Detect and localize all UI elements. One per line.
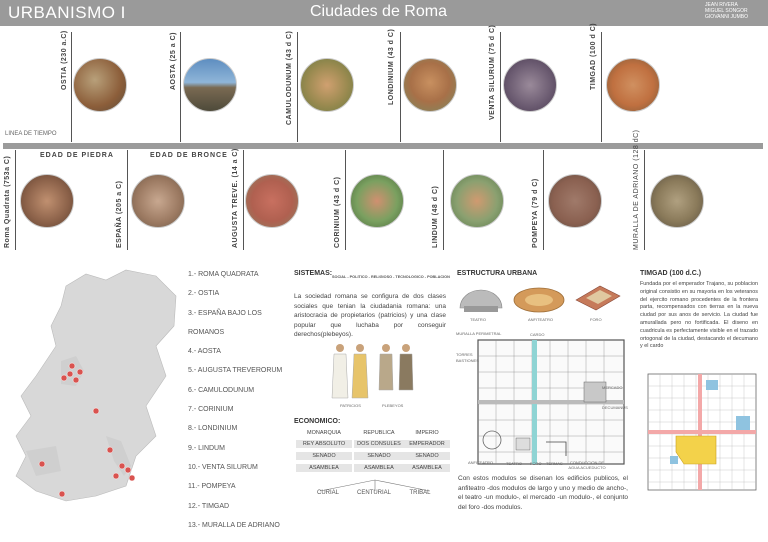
timeline-label-camulodunum: CAMULODUNUM (43 d C): [286, 30, 293, 125]
timgad-text: Fundada por el emperador Trajano, su poblacion original consistio en su mayoria en los veteranos del ejercito romano procedentes de la frontera parta, recompensados con tierras en la nueva ciudad por sus anos de servicio. La ciudad fue amurallada pero no fortificada. El diseno en cuadricula es perfectamente visible en el trazado ortogonal de la ciudad, destacando el decumano y el cardo: [640, 281, 758, 350]
map-marker: [69, 363, 75, 369]
timeline-label-ostia: OSTIA (230 a.C): [61, 30, 68, 90]
authors: [705, 2, 748, 20]
patricios-plebeyos-illustration: [328, 342, 420, 402]
header-bar: [0, 0, 768, 26]
city-list: [188, 270, 290, 540]
imperio-column: [404, 430, 450, 476]
map-marker: [119, 463, 125, 469]
column-item: SENADO: [354, 452, 404, 460]
republica-column: [354, 430, 404, 476]
tribu-curial: CURIAL: [316, 490, 339, 496]
map-marker: [107, 447, 113, 453]
list-item: 5.- AUGUSTA TREVERORUM: [188, 367, 283, 375]
timeline-label-pompeya: POMPEYA (79 d C): [532, 178, 539, 248]
city-photo-lindum: [450, 174, 504, 228]
plan-label-bastiones: BASTIONES: [456, 358, 479, 363]
plan-label-teatro: TEATRO: [506, 461, 522, 466]
plan-label-cardo: CARDO: [530, 332, 545, 337]
author-name: JEAN RIVERA: [705, 2, 738, 8]
map-marker: [39, 461, 45, 467]
city-photo-aosta: [183, 58, 237, 112]
map-marker: [125, 467, 131, 473]
city-photo-timgad: [606, 58, 660, 112]
map-marker: [129, 475, 135, 481]
list-item: 13.- MURALLA DE ADRIANO: [188, 521, 280, 529]
timeline-label-corinium: CORINIUM (43 d C): [334, 176, 341, 248]
list-item: ROMANOS: [188, 328, 225, 336]
plan-label-decumanus: DECUMANUS: [602, 405, 628, 410]
list-item: 8.- LONDINIUM: [188, 425, 238, 433]
map-marker: [93, 408, 99, 414]
timeline-label-roma-quadrata: Roma Quadrata (753a C): [4, 155, 11, 248]
roman-city-plan: [476, 338, 626, 466]
era-stone-age: EDAD DE PIEDRA: [40, 152, 114, 159]
author-name: GIOVANNI JUMBO: [705, 14, 748, 20]
sistemas-text: La sociedad romana se configura de dos clases sociales que tenian la ciudadania romana: una aristocracia de propietarios (patricios) y una clase popular que luchaba por conseguir derechos(plebeyos).: [294, 293, 446, 338]
timeline-divider: [297, 32, 298, 142]
column-item: DOS CONSULES: [354, 440, 404, 448]
timeline-label-aosta: AOSTA (25 a C): [170, 32, 177, 90]
patricios-label: PATRICIOS: [340, 403, 361, 408]
column-item: EMPERADOR: [404, 440, 450, 448]
timeline-label-venta-silurum: VENTA SILURUM (75 d C): [489, 24, 496, 120]
list-item: 4.- AOSTA: [188, 348, 221, 356]
anfiteatro-label: ANFITEATRO: [528, 317, 554, 322]
city-photo-ostia: [73, 58, 127, 112]
economico-title: ECONOMICO:: [294, 418, 341, 425]
timeline-divider: [71, 32, 72, 142]
column-item: ASAMBLEA: [404, 464, 450, 472]
timeline-divider: [243, 150, 244, 250]
column-header: IMPERIO: [415, 430, 439, 436]
map-marker: [73, 377, 79, 383]
list-item: 10.- VENTA SILURUM: [188, 463, 258, 471]
page-title: Ciudades de Roma: [310, 3, 447, 20]
tribu-tribal: TRIBAL: [409, 490, 431, 496]
column-header: REPUBLICA: [363, 430, 395, 436]
city-photo-muralla-adriano: [650, 174, 704, 228]
column-item: SENADO: [296, 452, 352, 460]
timeline-divider: [500, 32, 501, 142]
city-photo-augusta-treve: [245, 174, 299, 228]
list-item: 1.- ROMA QUADRATA: [188, 271, 259, 278]
timeline-divider: [127, 150, 128, 250]
sistemas-title: [294, 270, 332, 277]
city-photo-londinium: [403, 58, 457, 112]
timeline-divider: [15, 150, 16, 250]
era-bronze-age: EDAD DE BRONCE: [150, 152, 228, 159]
teatro-icon: [456, 282, 506, 316]
timeline-label-muralla-adriano: MURALLA DE ADRIANO (128 dC): [633, 129, 640, 250]
list-item: 9.- LINDUM: [188, 444, 225, 452]
timeline-label: LINEA DE TIEMPO: [5, 131, 57, 137]
map-marker: [61, 375, 67, 381]
timeline-label-espana: ESPAÑA (205 a C): [116, 180, 123, 248]
city-photo-venta-silurum: [503, 58, 557, 112]
timeline-divider: [443, 150, 444, 250]
list-item: 6.- CAMULODUNUM: [188, 386, 255, 394]
list-item: 3.- ESPAÑA BAJO LOS: [188, 309, 262, 317]
timeline-divider: [543, 150, 544, 250]
city-photo-camulodunum: [300, 58, 354, 112]
foro-label: FORO: [590, 317, 602, 322]
timeline-label-timgad: TIMGAD (100 d C): [590, 22, 597, 90]
timeline-divider: [644, 150, 645, 250]
timeline-divider: [345, 150, 346, 250]
column-item: REY ABSOLUTO: [296, 440, 352, 448]
author-name: MIGUEL SONGOR: [705, 8, 748, 14]
column-header: MONARQUIA: [307, 430, 341, 436]
timeline-label-londinium: LONDINIUM (43 d C): [388, 28, 395, 105]
plan-label-termas: TERMAS: [546, 461, 563, 466]
timeline-bar: [3, 143, 763, 149]
course-title: URBANISMO I: [8, 3, 126, 22]
map-marker: [77, 369, 83, 375]
plan-label-foro: FORO: [530, 461, 542, 466]
plan-label-torres: TORRES: [456, 352, 473, 357]
timgad-plan: [646, 372, 758, 492]
tribu-centurial: CENTURIAL: [356, 490, 391, 496]
plan-label-mercado: MERCADO: [602, 385, 623, 390]
city-photo-espana: [131, 174, 185, 228]
estructura-text: Con estos modulos se disenan los edificios publicos, el anfiteatro -dos modulos de largo y uno y medio de ancho-, el teatro -un modulo-, el mercado -un modulo-, el conjunto del foro -dos modulos.: [458, 475, 628, 511]
teatro-label: TEATRO: [470, 317, 486, 322]
column-item: SENADO: [404, 452, 450, 460]
map-marker: [113, 473, 119, 479]
column-item: ASAMBLEA: [354, 464, 404, 472]
list-item: 7.- CORINIUM: [188, 406, 234, 414]
list-item: 12.- TIMGAD: [188, 502, 230, 510]
plebeyos-label: PLEBEYOS: [382, 403, 404, 408]
sistemas-subtitle: SOCIAL - POLITICO - RELIGIOSO - TECNOLOGICO - POBLACION: [332, 275, 450, 279]
timgad-title: TIMGAD (100 d.C.): [640, 270, 702, 277]
city-photo-roma-quadrata: [20, 174, 74, 228]
timeline-divider: [601, 32, 602, 142]
column-item: ASAMBLEA: [296, 464, 352, 472]
timeline-label-lindum: LINDUM (48 d C): [432, 185, 439, 248]
plan-label-muralla: MURALLA PERIMETRAL: [456, 331, 502, 336]
list-item: 2.- OSTIA: [188, 290, 220, 298]
sistemas-heading: SISTEMAS:: [294, 270, 333, 277]
city-photo-corinium: [350, 174, 404, 228]
foro-icon: [572, 280, 624, 316]
plan-label-anfiteatro: ANFITEATRO: [468, 460, 494, 465]
europe-map: [6, 266, 182, 514]
timeline-divider: [180, 32, 181, 142]
map-marker: [59, 491, 65, 497]
plan-label-acueducto: CONDUCCION DE AGUA ACUEDUCTO: [568, 460, 606, 470]
monarquia-column: [296, 430, 352, 476]
anfiteatro-icon: [512, 282, 566, 316]
city-photo-pompeya: [548, 174, 602, 228]
estructura-title: ESTRUCTURA URBANA: [457, 270, 538, 277]
timeline-divider: [400, 32, 401, 142]
map-marker: [67, 371, 73, 377]
timeline-label-augusta-treve: AUGUSTA TREVE. (14 a C): [232, 148, 239, 248]
list-item: 11.- POMPEYA: [188, 483, 236, 491]
